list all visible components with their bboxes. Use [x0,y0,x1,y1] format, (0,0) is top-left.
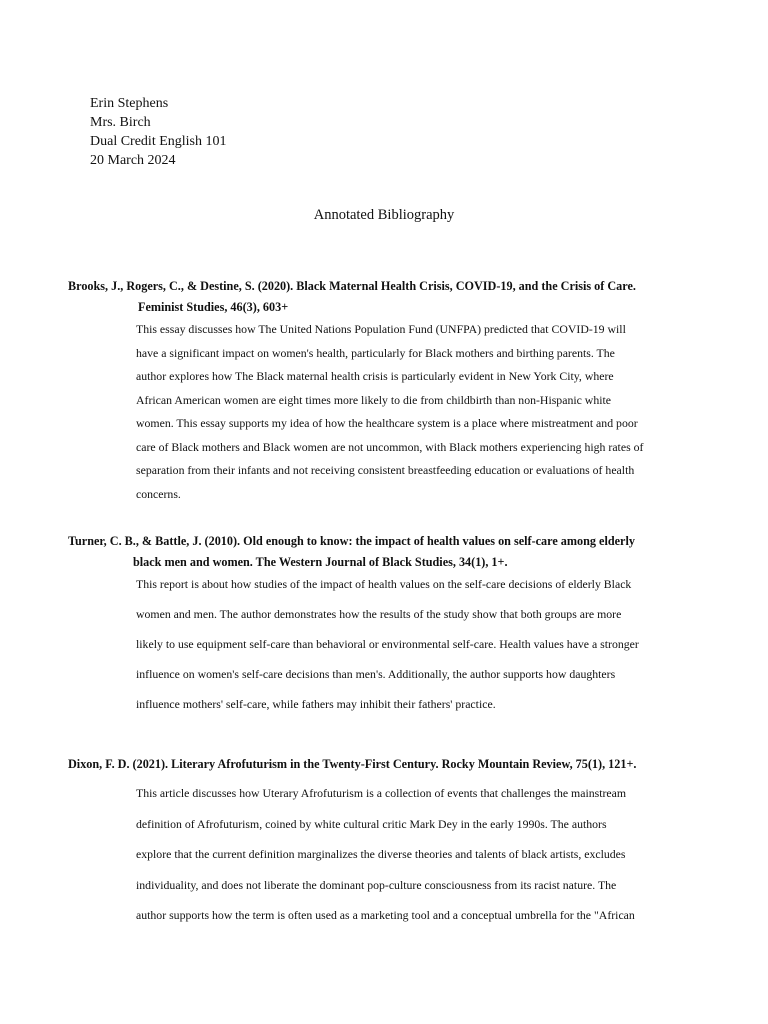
annotation-line: author supports how the term is often used as a marketing tool and a conceptual umbrella for the "African [136,908,635,922]
annotation-line: likely to use equipment self-care than behavioral or environmental self-care. Health values have a stronger [136,637,639,651]
teacher-name: Mrs. Birch [90,115,151,130]
annotation-line: influence mothers' self-care, while fathers may inhibit their fathers' practice. [136,697,496,711]
citation-line: black men and women. The Western Journal of Black Studies, 34(1), 1+. [133,555,508,569]
bibliography-entry [0,754,768,931]
citation-line: Feminist Studies, 46(3), 603+ [138,300,289,314]
citation [0,531,768,573]
citation [0,276,768,318]
annotation-line: definition of Afrofuturism, coined by white cultural critic Mark Dey in the early 1990s. The authors [136,816,607,831]
annotation-line: This article discusses how Uterary Afrofuturism is a collection of events that challenges the mainstream [136,786,627,800]
annotation-line: explore that the current definition marginalizes the diverse theories and talents of black artists, excludes [136,847,626,861]
annotation-line: have a significant impact on women's health, particularly for Black mothers and birthing parents. The [136,345,615,360]
annotation-line: influence on women's self-care decisions than men's. Additionally, the author supports how daughters [136,667,616,681]
citation-line: Brooks, J., Rogers, C., & Destine, S. (2020). Black Maternal Health Crisis, COVID-19, and the Crisis of Care. [68,279,636,293]
bibliography-entry [0,276,768,506]
bibliography-entry [0,531,768,719]
student-name: Erin Stephens [90,96,169,111]
header-block [90,94,227,170]
annotation [136,569,768,719]
annotation-line: women and men. The author demonstrates how the results of the study show that both groups are more [136,607,622,621]
document-title: Annotated Bibliography [313,207,455,223]
annotation-line: separation from their infants and not receiving consistent breastfeeding education or evaluations of health [136,463,635,477]
citation-line: Turner, C. B., & Battle, J. (2010). Old enough to know: the impact of health values on self-care among elderly [68,534,635,548]
annotation-line: concerns. [136,486,181,501]
citation-line: Dixon, F. D. (2021). Literary Afrofuturism in the Twenty-First Century. Rocky Mountain Review, 75(1), 121+. [68,757,637,771]
citation [0,754,768,775]
document-date: 20 March 2024 [90,153,176,168]
annotation-line: author explores how The Black maternal health crisis is particularly evident in New York City, where [136,369,614,383]
course-name: Dual Credit English 101 [90,134,227,149]
annotation [136,318,768,506]
annotation-line: care of Black mothers and Black women are not uncommon, with Black mothers experiencing high rates of [136,439,644,454]
annotation-line: women. This essay supports my idea of how the healthcare system is a place where mistreatment and poor [136,416,638,430]
annotation-line: This report is about how studies of the impact of health values on the self-care decisions of elderly Black [136,577,632,591]
annotation-line: individuality, and does not liberate the dominant pop-culture consciousness from its racist nature. The [136,877,617,892]
annotation [136,778,768,931]
annotation-line: This essay discusses how The United Nations Population Fund (UNFPA) predicted that COVID-19 will [136,322,626,336]
annotation-line: African American women are eight times more likely to die from childbirth than non-Hispanic white [136,392,612,407]
